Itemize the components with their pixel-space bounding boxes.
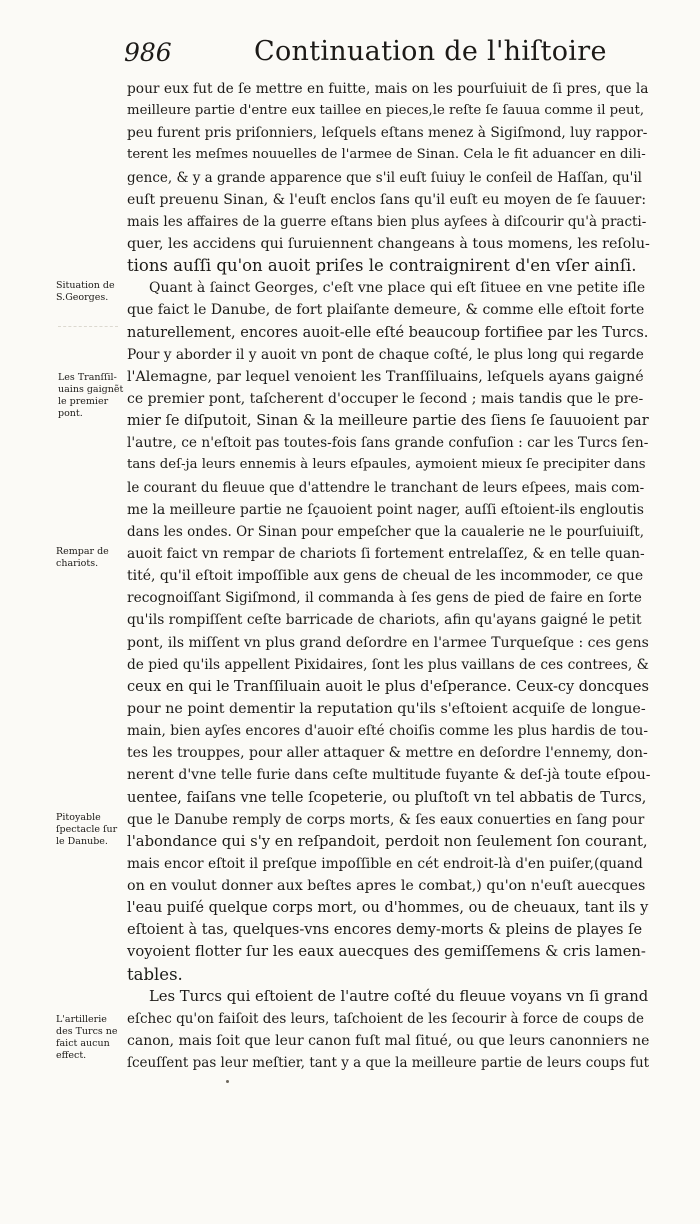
text-line: tes les trouppes, pour aller attaquer & mettre en deſordre l'ennemy, don-: [127, 745, 648, 762]
text-line: l'autre, ce n'eſtoit pas toutes-fois ſans grande confuſion : car les Turcs ſen-: [127, 435, 649, 452]
text-line: mier ſe diſputoit, Sinan & la meilleure partie des ſiens ſe ſauuoient par: [127, 413, 649, 430]
margin-note: [56, 280, 122, 304]
text-line: dans les ondes. Or Sinan pour empeſcher que la caualerie ne le pourſuiuiſt,: [127, 523, 645, 540]
text-line: voyoient flotter ſur les eaux auecques des gemiſſemens & cris lamen-: [127, 943, 646, 961]
running-title: Continuation de l'hiſtoire: [254, 36, 607, 67]
ink-speck: [226, 1080, 229, 1083]
text-line: Pour y aborder il y auoit vn pont de chaque coſté, le plus long qui regarde: [127, 346, 644, 363]
margin-note-line: ſpectacle ſur: [56, 824, 118, 835]
text-line: on en voulut donner aux beſtes apres le combat,) qu'on n'euſt auecques: [127, 878, 646, 895]
text-line: mais encor eſtoit il preſque impoſſible en cét endroit-là d'en puiſer,(quand: [127, 855, 643, 872]
margin-note-line: Pitoyable: [56, 812, 101, 823]
text-line: recognoiſſant Sigiſmond, il commanda à ſes gens de pied de faire en ſorte: [127, 590, 642, 607]
text-line: uentee, faiſans vne telle ſcopeterie, ou pluſtoſt vn tel abbatis de Turcs,: [127, 789, 647, 806]
page-header: [124, 36, 654, 70]
text-line: pour eux fut de ſe mettre en fuitte, mais on les pourſuiuit de ſi pres, que la: [127, 81, 649, 97]
text-line: main, bien ayſes encores d'auoir eſté choiſis comme les plus hardis de tou-: [127, 723, 649, 740]
text-line: pont, ils miſſent vn plus grand deſordre en l'armee Turqueſque : ces gens: [127, 634, 649, 651]
text-line: de pied qu'ils appellent Pixidaires, ſont les plus vaillans de ces contrees, &: [127, 656, 649, 673]
text-line: que faict le Danube, de fort plaiſante demeure, & comme elle eſtoit forte: [127, 302, 645, 319]
margin-note-line: Situation de: [56, 280, 115, 291]
text-line: eſtoient à tas, quelques-vns encores demy-morts & pleins de playes ſe: [127, 922, 643, 939]
text-line: tans deſ-ja leurs ennemis à leurs eſpaules, aymoient mieux ſe precipiter dans: [127, 457, 646, 473]
text-line: mais les affaires de la guerre eſtans bien plus ayſees à diſcourir qu'à practi-: [127, 213, 647, 230]
margin-note-line: uains gaignẽt: [58, 384, 124, 395]
text-line: le courant du fleuue que d'attendre le tranchant de leurs eſpees, mais com-: [127, 479, 645, 496]
text-line: tité, qu'il eſtoit impoſſible aux gens de cheual de les incommoder, ce que: [127, 568, 644, 585]
text-line: Les Turcs qui eſtoient de l'autre coſté du fleuue voyans vn ſi grand: [149, 987, 649, 1005]
margin-note-line: faict aucun: [56, 1038, 110, 1049]
text-line: ceux en qui le Tranſſiluain auoit le plus d'eſperance. Ceux-cy doncques: [127, 678, 649, 695]
text-line: l'eau puiſé quelque corps mort, ou d'hommes, ou de cheuaux, tant ils y: [127, 900, 649, 917]
margin-note-line: Les Tranſſil-: [58, 372, 117, 383]
page-number: 986: [124, 38, 172, 67]
text-line: quer, les accidens qui ſuruiennent changeans à tous momens, les reſolu-: [127, 235, 650, 252]
text-line: eſchec qu'on faiſoit des leurs, taſchoient de les ſecourir à force de coups de: [127, 1010, 645, 1027]
text-line: ſceuſſent pas leur meſtier, tant y a que la meilleure partie de leurs coups fut: [127, 1055, 650, 1072]
margin-note-line: le premier: [58, 396, 109, 407]
text-line: l'Alemagne, par lequel venoient les Tranſſiluains, leſquels ayans gaigné: [127, 368, 644, 385]
text-line: l'abondance qui s'y en reſpandoit, perdoit non ſeulement ſon courant,: [127, 832, 648, 850]
faded-ink-mark: [58, 326, 118, 335]
text-line: me la meilleure partie ne ſçauoient point nager, auſſi eſtoient-ils engloutis: [127, 501, 644, 518]
margin-note: [56, 812, 122, 848]
text-line: terent les meſmes nouuelles de l'armee de Sinan. Cela le fit aduancer en dili-: [127, 147, 646, 163]
text-line: peu furent pris priſonniers, leſquels eſtans menez à Sigiſmond, luy rappor-: [127, 125, 648, 142]
text-line: Quant à ſainct Georges, c'eſt vne place qui eſt ſituee en vne petite iſle: [149, 280, 646, 297]
text-line: euſt preuenu Sinan, & l'euſt enclos ſans qu'il euſt eu moyen de ſe ſauuer:: [127, 191, 647, 208]
margin-note-line: pont.: [58, 408, 83, 419]
text-line: canon, mais ſoit que leur canon fuſt mal ſitué, ou que leurs canonniers ne: [127, 1033, 650, 1050]
text-line: naturellement, encores auoit-elle eſté beaucoup fortifiee par les Turcs.: [127, 324, 649, 341]
text-line: auoit faict vn rempar de chariots ſi fortement entrelaſſez, & en telle quan-: [127, 545, 645, 562]
body-text: [127, 78, 650, 1074]
margin-note: [56, 1014, 122, 1062]
text-line: tions auſſi qu'on auoit priſes le contraignirent d'en vſer ainſi.: [127, 256, 637, 276]
margin-note-line: effect.: [56, 1050, 87, 1061]
text-line: pour ne point dementir la reputation qu'ils s'eſtoient acquiſe de longue-: [127, 700, 646, 717]
margin-note: [56, 546, 122, 570]
text-line: ce premier pont, taſcherent d'occuper le ſecond ; mais tandis que le pre-: [127, 390, 644, 407]
margin-note: [58, 372, 124, 420]
text-line: nerent d'vne telle furie dans ceſte multitude fuyante & deſ-jà toute eſpou-: [127, 767, 651, 784]
margin-note-line: des Turcs ne: [56, 1026, 118, 1037]
text-line: meilleure partie d'entre eux taillee en pieces,le reſte ſe ſauua comme il peut,: [127, 103, 645, 119]
margin-note-line: le Danube.: [56, 836, 108, 847]
text-line: tables.: [127, 964, 183, 984]
text-line: que le Danube remply de corps morts, & ſes eaux conuerties en ſang pour: [127, 811, 645, 828]
margin-note-line: Rempar de: [56, 546, 109, 557]
text-line: qu'ils rompiſſent ceſte barricade de chariots, afin qu'ayans gaigné le petit: [127, 612, 642, 629]
margin-note-line: S.Georges.: [56, 292, 109, 303]
margin-note-line: L'artillerie: [56, 1014, 107, 1025]
margin-note-line: chariots.: [56, 558, 99, 569]
text-line: gence, & y a grande apparence que s'il euſt ſuiuy le conſeil de Haſſan, qu'il: [127, 169, 642, 186]
